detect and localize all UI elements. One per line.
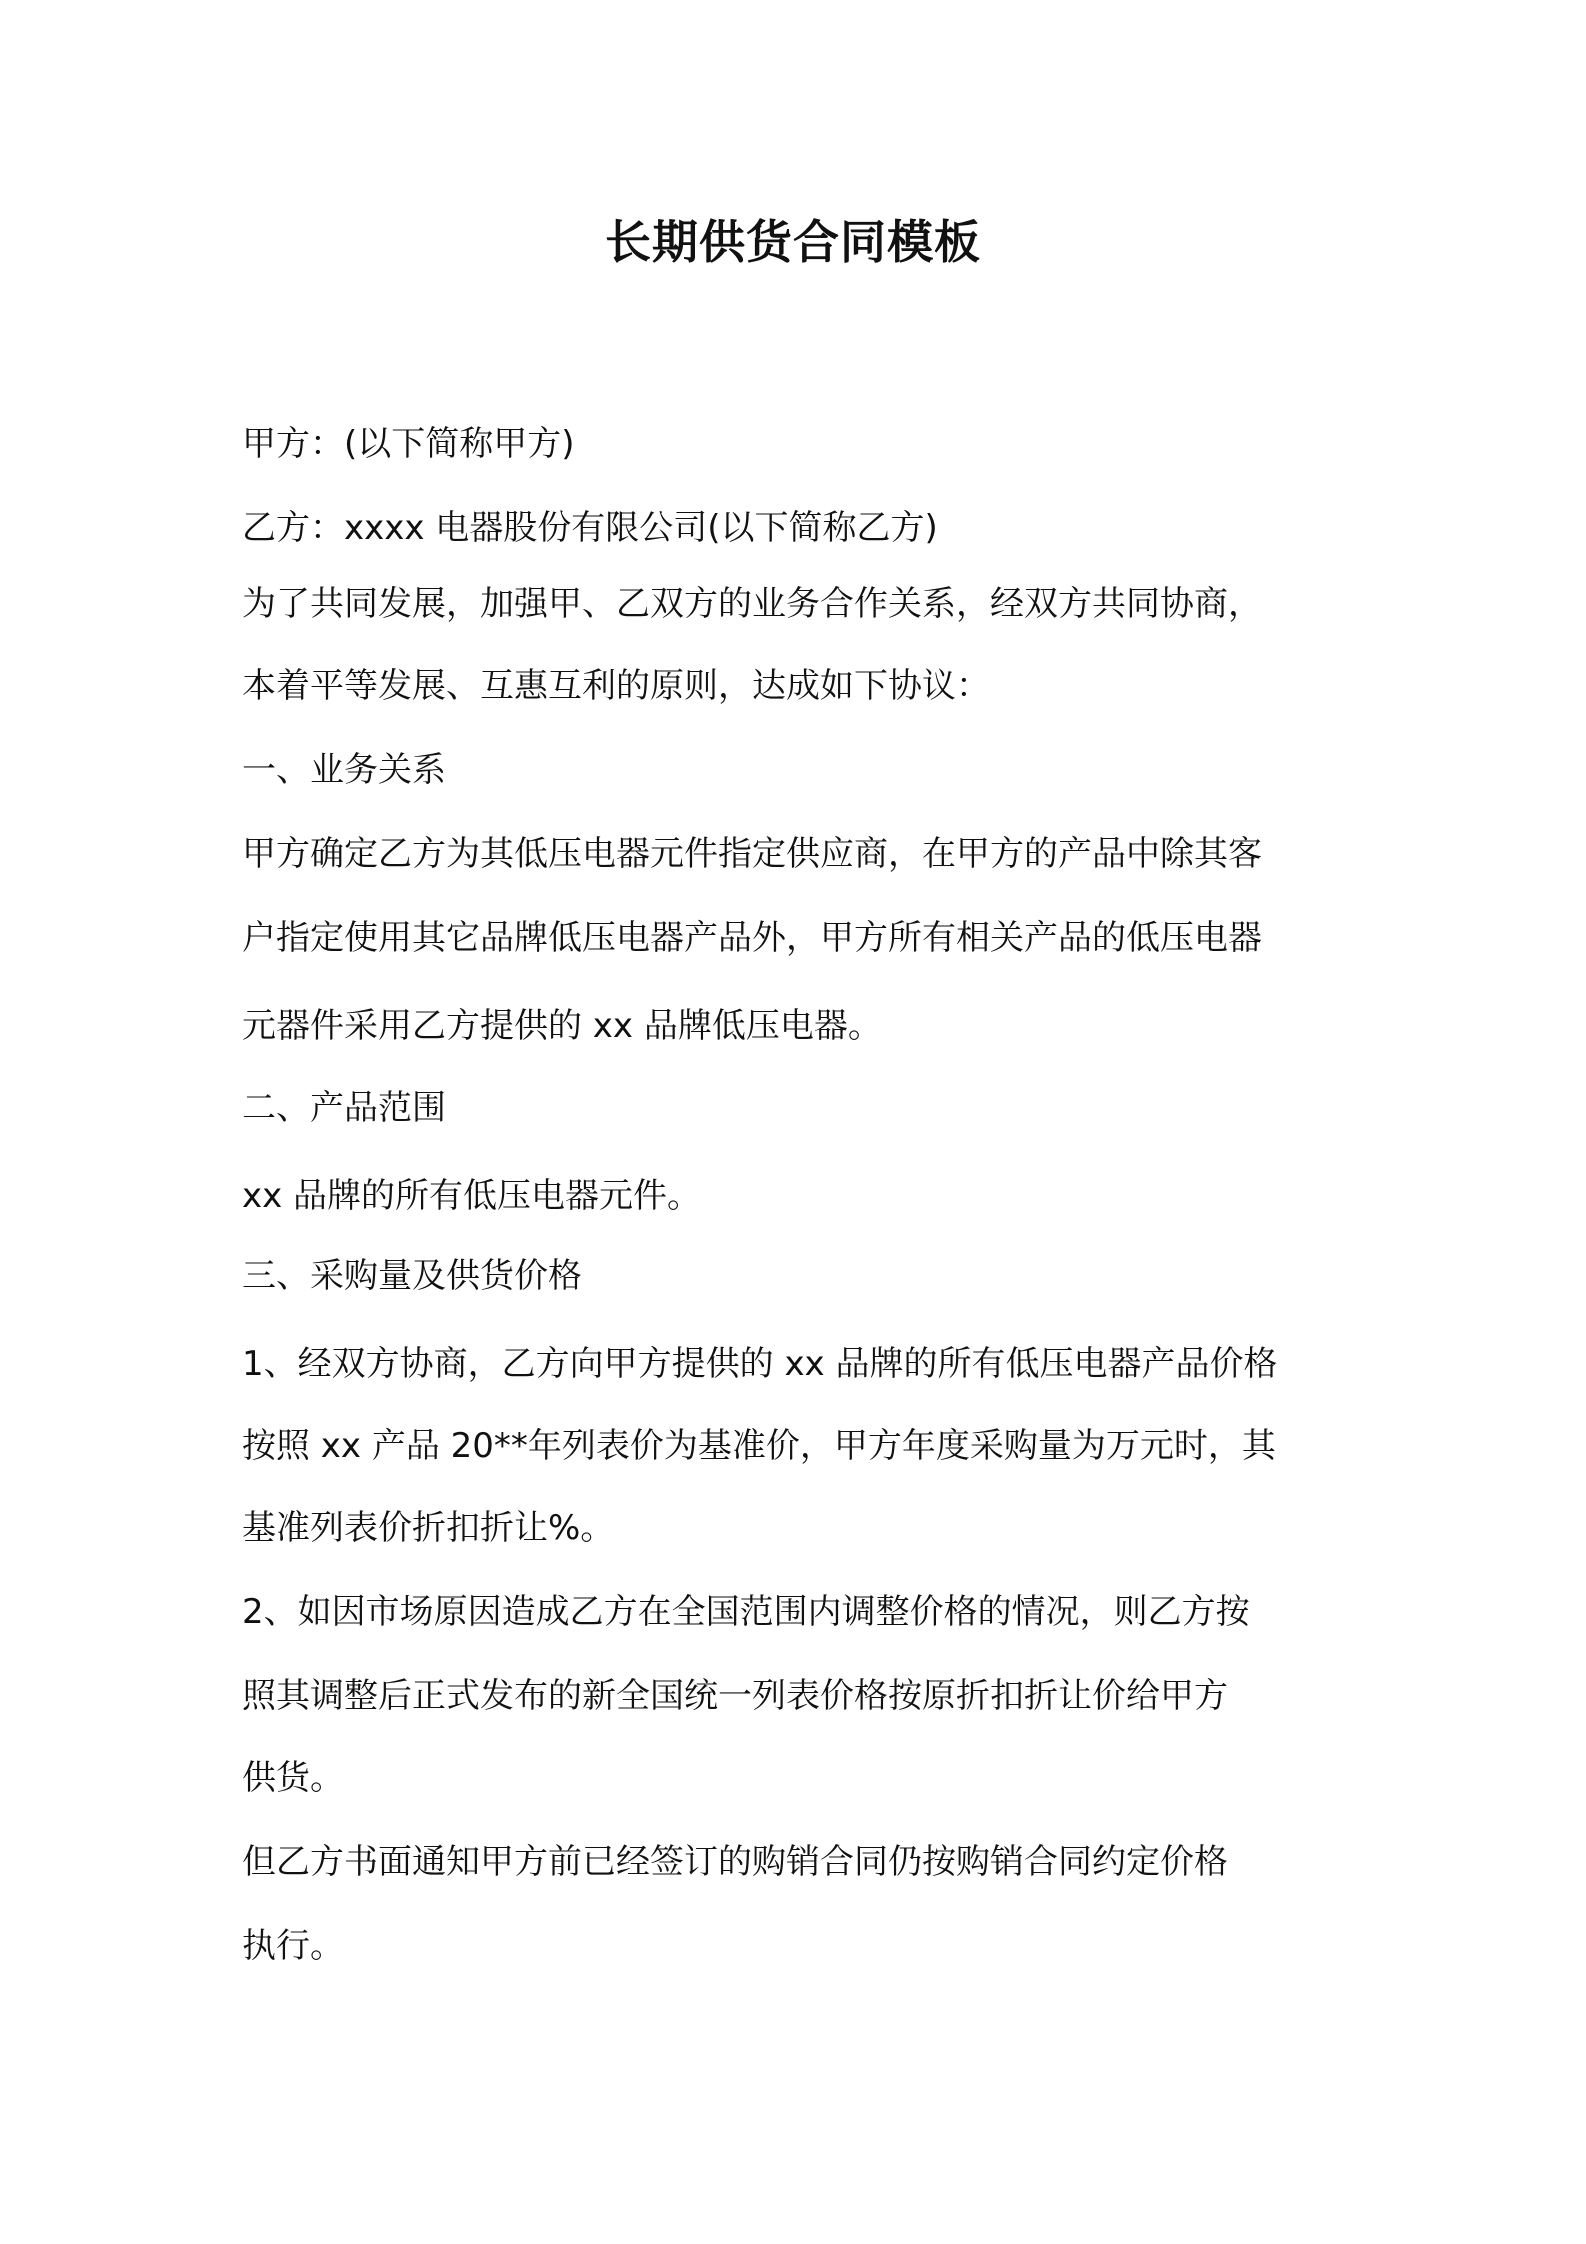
section-3-item-1-line-3: 基准列表价折扣折让%。 [242, 1508, 615, 1548]
section-2-heading: 二、产品范围 [242, 1088, 446, 1128]
preamble-line-1: 为了共同发展，加强甲、乙双方的业务合作关系，经双方共同协商， [242, 584, 1262, 624]
section-1-heading: 一、业务关系 [242, 750, 446, 790]
section-1-line-1: 甲方确定乙方为其低压电器元件指定供应商，在甲方的产品中除其客 [242, 834, 1262, 874]
section-3-item-2-line-1: 2、如因市场原因造成乙方在全国范围内调整价格的情况，则乙方按 [242, 1592, 1250, 1632]
section-2-line-1: xx 品牌的所有低压电器元件。 [242, 1176, 702, 1216]
section-3-heading: 三、采购量及供货价格 [242, 1256, 582, 1296]
section-3-item-2-line-2: 照其调整后正式发布的新全国统一列表价格按原折扣折让价给甲方 [242, 1676, 1228, 1716]
section-3-item-1-line-1: 1、经双方协商，乙方向甲方提供的 xx 品牌的所有低压电器产品价格 [242, 1344, 1278, 1384]
section-1-line-2: 户指定使用其它品牌低压电器产品外，甲方所有相关产品的低压电器 [242, 918, 1262, 958]
section-1-line-3: 元器件采用乙方提供的 xx 品牌低压电器。 [242, 1006, 882, 1046]
party-a-line: 甲方：(以下简称甲方) [242, 424, 575, 464]
party-b-line: 乙方：xxxx 电器股份有限公司(以下简称乙方) [242, 508, 938, 548]
section-3-item-2-line-3: 供货。 [242, 1758, 344, 1798]
section-3-note-line-1: 但乙方书面通知甲方前已经签订的购销合同仍按购销合同约定价格 [242, 1842, 1228, 1882]
section-3-item-1-line-2: 按照 xx 产品 20**年列表价为基准价，甲方年度采购量为万元时，其 [242, 1426, 1276, 1466]
preamble-line-2: 本着平等发展、互惠互利的原则，达成如下协议： [242, 666, 990, 706]
document-title: 长期供货合同模板 [605, 215, 981, 269]
section-3-note-line-2: 执行。 [242, 1926, 344, 1966]
